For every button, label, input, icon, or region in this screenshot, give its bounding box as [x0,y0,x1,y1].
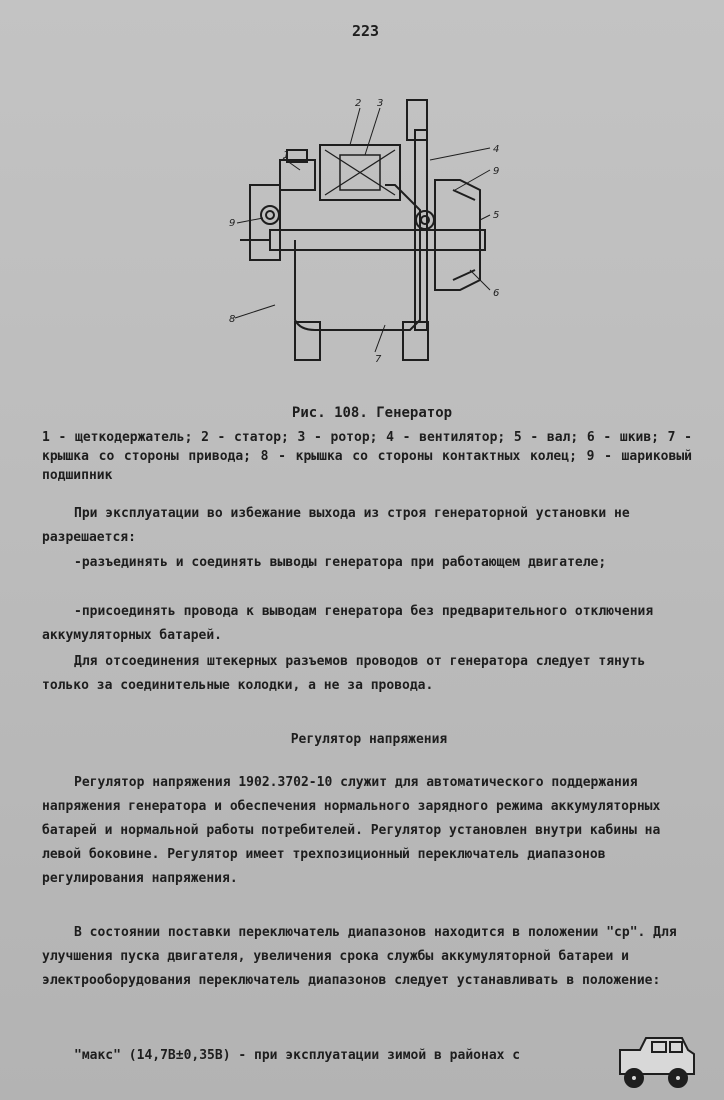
callout-9b: 9 [229,218,236,229]
generator-diagram [225,90,515,380]
brush-holder-outline [280,160,315,190]
shaft-outline [270,230,485,250]
callout-2: 2 [355,98,362,109]
page-number: 223 [352,22,380,40]
paragraph-switch-positions: В состоянии поставки переключатель диапазонов находится в положении "ср". Для улучшения пуска двигателя, увеличения срока службы аккумуляторной батареи и электрооборудования переключатель диапазонов следует устанавливать в положение: [42,925,677,988]
figure-caption-title: Рис. 108. Генератор [291,405,453,421]
callout-1: 1 [283,150,290,161]
figure-legend: 1 - щеткодержатель; 2 - статор; 3 - ротор; 4 - вентилятор; 5 - вал; 6 - шкив; 7 - крышка со стороны привода; 8 - крышка со стороны контактных колец; 9 - шариковый подшипник [42,430,692,483]
callout-9a: 9 [493,166,500,177]
housing-outline [295,185,420,330]
callout-4: 4 [493,144,500,155]
section-heading: Регулятор напряжения [290,732,448,747]
paragraph-max-position: "макс" (14,7В±0,35В) - при эксплуатации зимой в районах с [74,1048,521,1063]
callout-6: 6 [493,288,500,299]
callout-3: 3 [377,98,384,109]
paragraph-regulator-desc: Регулятор напряжения 1902.3702-10 служит для автоматического поддержания напряжения генератора и обеспечения нормального зарядного режима аккумуляторных батарей и нормальной работы потребителей. Регулятор установлен внутри кабины на левой боковине. Регулятор имеет трехпозиционный переключатель диапазонов регулирования напряжения. [42,775,661,886]
paragraph-rule-2: -присоединять провода к выводам генератора без предварительного отключения аккумуляторных батарей. [42,604,654,643]
truck-icon [612,1030,702,1094]
callout-5: 5 [493,210,500,221]
mount-foot-left [295,322,320,360]
callout-8: 8 [229,314,236,325]
paragraph-connectors: Для отсоединения штекерных разъемов проводов от генератора следует тянуть только за соединительные колодки, а не за провода. [42,654,646,693]
callout-7: 7 [375,354,382,365]
paragraph-rule-1: -разъединять и соединять выводы генератора при работающем двигателе; [74,555,607,570]
paragraph-operation-intro: При эксплуатации во избежание выхода из строя генераторной установки не разрешается: [42,506,630,545]
